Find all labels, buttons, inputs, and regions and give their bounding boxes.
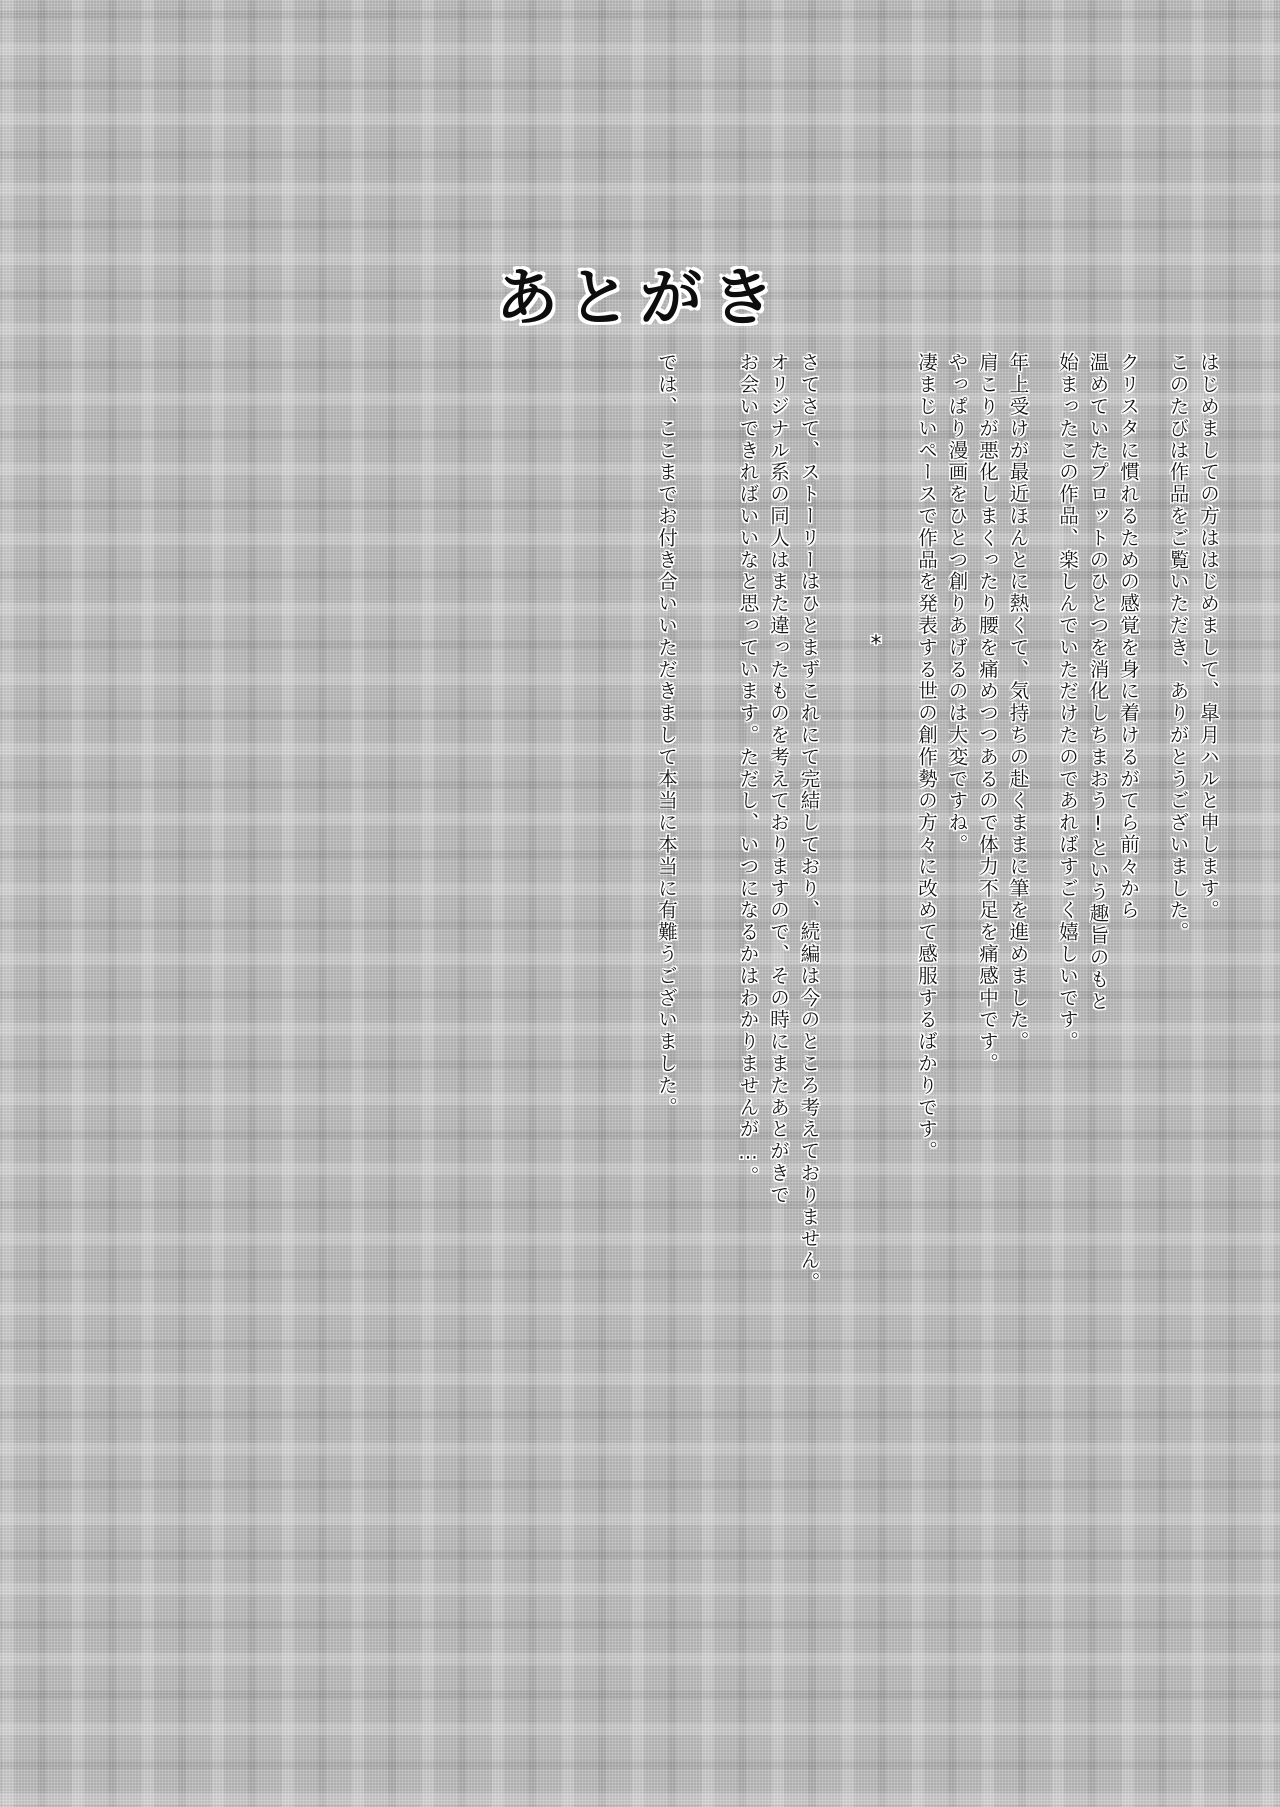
afterword-line-13: では、ここまでお付き合いいただきまして本当に本当に有難うございました。 (655, 352, 678, 1119)
section-separator: * (863, 632, 889, 657)
afterword-text-block (240, 352, 1218, 1422)
afterword-line-9: 凄まじいペースで作品を発表する世の創作勢の方々に改めて感服するばかりです。 (915, 352, 938, 1163)
afterword-line-1: はじめましての方ははじめまして、皐月ハルと申します。 (1197, 352, 1220, 922)
page-title: あとがき (495, 261, 784, 334)
afterword-line-4: 温めていたプロットのひとつを消化しちまおう!という趣旨のもと (1086, 352, 1110, 1013)
afterword-line-2: このたびは作品をご覧いただき、ありがとうございました。 (1166, 352, 1190, 944)
afterword-line-7: 肩こりが悪化しまくったり腰を痛めつつあるので体力不足を痛感中です。 (976, 352, 999, 1075)
afterword-line-6: 年上受けが最近ほんとに熱くて、気持ちの赴くままに筆を進めました。 (1006, 352, 1030, 1053)
afterword-line-5: 始まったこの作品、楽しんでいただけたのであればすごく嬉しいです。 (1056, 352, 1079, 1053)
afterword-line-11: オリジナル系の同人はまた違ったものを考えておりますので、その時にまたあとがきで (767, 352, 790, 1207)
afterword-line-3: クリスタに慣れるための感覚を身に着けるがてら前々から (1117, 352, 1140, 922)
afterword-line-12: お会いできればいいなと思っています。ただし、いつになるかはわかりませんが…。 (736, 352, 760, 1188)
afterword-line-8: やっぱり漫画をひとつ創りあげるのは大変ですね。 (945, 352, 969, 856)
afterword-line-10: さてさて、ストーリーはひとまずこれにて完結しており、続編は今のところ考えておりません。 (797, 352, 821, 1294)
